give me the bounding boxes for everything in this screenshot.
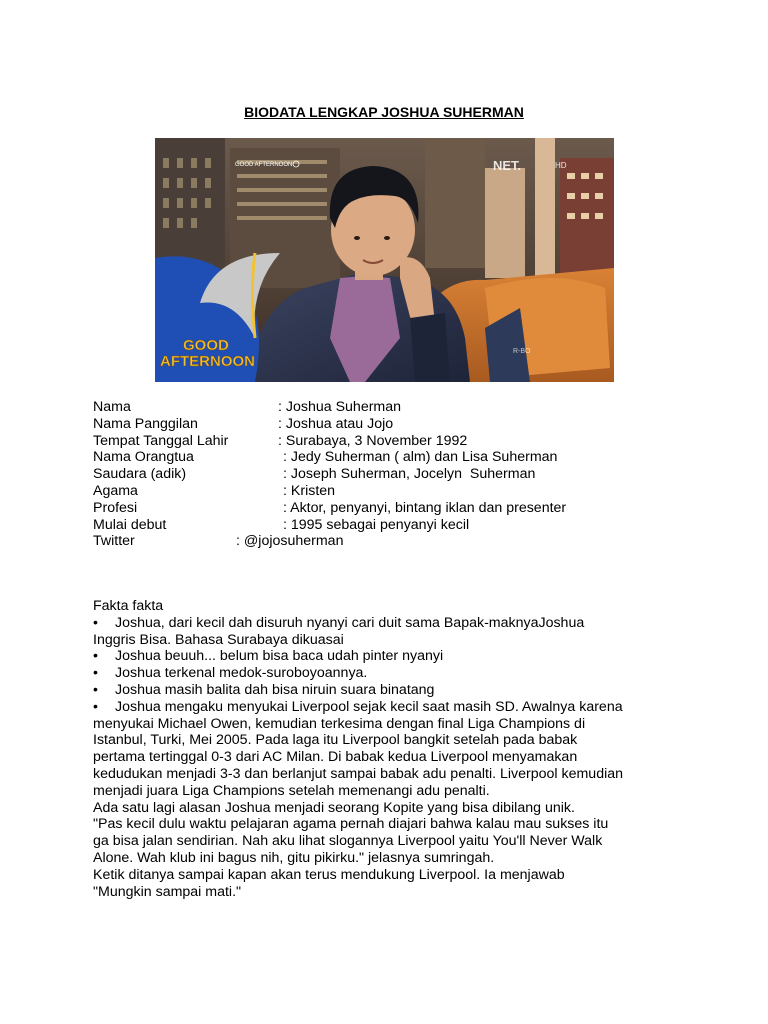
logo-text-good: GOOD xyxy=(183,337,229,354)
bio-row-profesi xyxy=(93,499,567,517)
facts-section xyxy=(93,598,683,900)
bio-label: Twitter xyxy=(93,533,135,550)
bio-row-agama xyxy=(93,482,336,500)
bio-value: : Surabaya, 3 November 1992 xyxy=(278,432,468,449)
bio-label: Profesi xyxy=(93,499,138,516)
fact-line: pertama tertinggal 0-3 dari AC Milan. Di babak kedua Liverpool menyamakan xyxy=(93,749,578,766)
fact-text: Joshua masih balita dah bisa niruin suara binatang xyxy=(115,681,435,698)
channel-logo: NET. xyxy=(493,158,522,173)
profile-photo xyxy=(155,138,614,382)
fact-line: menjadi juara Liga Champions setelah memenangi adu penalti. xyxy=(93,782,490,799)
fact-line: Istanbul, Turki, Mei 2005. Pada laga itu Liverpool bangkit setelah pada babak xyxy=(93,732,578,749)
bullet-icon: • xyxy=(93,614,98,631)
fact-text: Joshua, dari kecil dah disuruh nyanyi cari duit sama Bapak-maknyaJoshua xyxy=(115,614,585,631)
fact-text: Joshua terkenal medok-suroboyoannya. xyxy=(115,665,368,682)
bio-value: : Joshua atau Jojo xyxy=(278,415,394,432)
corner-tag: R-BO xyxy=(513,348,531,355)
bio-row-debut xyxy=(93,516,470,534)
bullet-icon: • xyxy=(93,665,98,682)
bullet-icon: • xyxy=(93,681,98,698)
bio-label: Nama Panggilan xyxy=(93,415,198,432)
fact-item xyxy=(93,699,683,716)
bio-value: : Aktor, penyanyi, bintang iklan dan presenter xyxy=(283,499,567,516)
bio-row-ttl xyxy=(93,432,468,450)
fact-line: Inggris Bisa. Bahasa Surabaya dikuasai xyxy=(93,631,344,648)
fact-line: Alone. Wah klub ini bagus nih, gitu pikirku." jelasnya sumringah. xyxy=(93,849,495,866)
fact-line: Ada satu lagi alasan Joshua menjadi seorang Kopite yang bisa dibilang unik. xyxy=(93,799,575,816)
bio-label: Nama Orangtua xyxy=(93,449,194,466)
bio-label: Saudara (adik) xyxy=(93,466,187,483)
page-title: BIODATA LENGKAP JOSHUA SUHERMAN xyxy=(244,104,524,120)
fact-line: Ketik ditanya sampai kapan akan terus mendukung Liverpool. Ia menjawab xyxy=(93,866,565,883)
bio-value: : @jojosuherman xyxy=(236,533,344,550)
biodata-list xyxy=(93,399,567,550)
bio-value: : Joseph Suherman, Jocelyn Suherman xyxy=(283,466,536,483)
facts-heading: Fakta fakta xyxy=(93,598,164,614)
fact-line: "Pas kecil dulu waktu pelajaran agama pernah diajari bahwa kalau mau sukses itu xyxy=(93,816,609,833)
fact-line: menyukai Michael Owen, kemudian terkesima dengan final Liga Champions di xyxy=(93,715,586,732)
bio-value: : Kristen xyxy=(283,482,336,499)
fact-item xyxy=(93,682,683,699)
show-label: GOOD AFTERNOON xyxy=(235,162,293,168)
bio-value: : 1995 sebagai penyanyi kecil xyxy=(283,516,470,533)
bio-label: Agama xyxy=(93,482,138,499)
fact-line: "Mungkin sampai mati." xyxy=(93,883,242,900)
bio-row-orangtua xyxy=(93,449,558,466)
bio-label: Mulai debut xyxy=(93,516,167,533)
bio-value: : Joshua Suherman xyxy=(278,399,402,415)
fact-line: kedudukan menjadi 3-3 dan berlanjut sampai babak adu penalti. Liverpool kemudian xyxy=(93,765,624,782)
bio-row-twitter xyxy=(93,533,344,550)
fact-item xyxy=(93,665,683,682)
fact-item xyxy=(93,648,683,665)
fact-text: Joshua beuuh... belum bisa baca udah pinter nyanyi xyxy=(115,648,444,665)
fact-line: ga bisa jalan sendirian. Nah aku lihat slogannya Liverpool yaitu You'll Never Walk xyxy=(93,833,603,850)
bio-row-nama xyxy=(93,399,402,416)
bio-row-nama-panggilan xyxy=(93,415,394,433)
logo-text-afternoon: AFTERNOON xyxy=(160,353,255,370)
fact-text: Joshua mengaku menyukai Liverpool sejak kecil saat masih SD. Awalnya karena xyxy=(115,698,623,715)
bio-value: : Jedy Suherman ( alm) dan Lisa Suherman xyxy=(283,449,558,466)
bio-label: Nama xyxy=(93,399,131,415)
hd-badge: HD xyxy=(555,161,567,170)
bullet-icon: • xyxy=(93,648,98,665)
bullet-icon: • xyxy=(93,698,98,715)
bio-label: Tempat Tanggal Lahir xyxy=(93,432,229,449)
fact-item xyxy=(93,615,683,632)
bio-row-saudara xyxy=(93,466,536,483)
